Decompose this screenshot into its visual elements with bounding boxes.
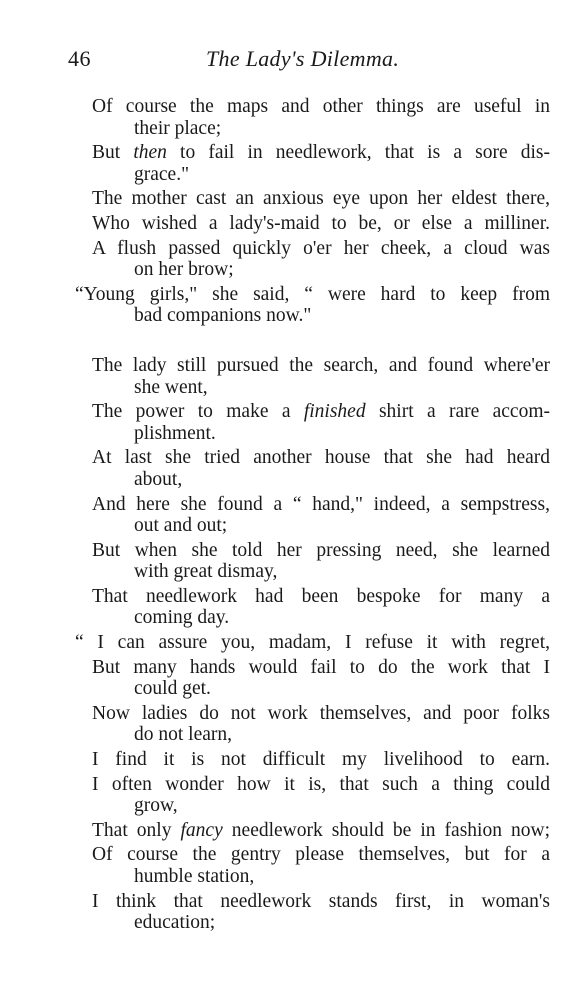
verse-line-continuation: education;: [134, 912, 216, 934]
verse-line: But many hands would fail to do the work that I: [92, 656, 550, 678]
verse-line-continuation: do not learn,: [134, 724, 233, 746]
verse-line: But when she told her pressing need, she learned: [92, 539, 550, 561]
verse-emphasis: finished: [303, 401, 366, 423]
verse-line: [92, 401, 550, 423]
stanza-2: [0, 355, 585, 934]
verse-emphasis: fancy: [180, 819, 223, 841]
verse-line-continuation: grace.": [134, 163, 190, 185]
verse-emphasis: then: [133, 142, 167, 164]
verse-line: Of course the maps and other things are useful in: [92, 96, 550, 117]
verse-text: But: [92, 142, 134, 164]
verse-line: I think that needlework stands first, in woman's: [92, 890, 550, 912]
verse-line-continuation: grow,: [134, 795, 178, 817]
verse-line: At last she tried another house that she had heard: [92, 447, 550, 469]
verse-line: That needlework had been bespoke for many a: [92, 585, 550, 607]
verse-line: Who wished a lady's-maid to be, or else a milliner.: [92, 212, 550, 234]
verse-text: The power to make a: [92, 401, 304, 423]
book-title: The Lady's Dilemma.: [206, 46, 400, 71]
verse-text: shirt a rare accom-: [365, 401, 550, 423]
verse-line-continuation: their place;: [134, 117, 222, 139]
verse-line-continuation: on her brow;: [134, 259, 234, 281]
verse-line-continuation: bad companions now.": [134, 305, 312, 327]
verse-line-continuation: she went,: [134, 376, 208, 398]
verse-line: The lady still pursued the search, and found where'er: [92, 354, 550, 376]
page-number: 46: [68, 46, 91, 71]
verse-line: I often wonder how it is, that such a thing could: [92, 773, 550, 795]
stanza-1: [0, 96, 585, 327]
verse-line: Of course the gentry please themselves, but for a: [92, 844, 550, 866]
verse-line: The mother cast an anxious eye upon her eldest there,: [92, 188, 550, 210]
verse-line-continuation: out and out;: [134, 515, 228, 537]
poem-body: [0, 96, 585, 937]
verse-text: That only: [92, 819, 181, 841]
verse-line: And here she found a “ hand," indeed, a sempstress,: [92, 493, 550, 515]
verse-line-continuation: with great dismay,: [134, 561, 278, 583]
verse-line: I find it is not difficult my livelihood to earn.: [92, 749, 550, 771]
verse-text: needlework should be in fashion now;: [222, 819, 550, 841]
verse-line: [92, 820, 550, 842]
verse-line: “ I can assure you, madam, I refuse it with regret,: [75, 632, 550, 654]
verse-line-continuation: plishment.: [134, 422, 216, 444]
verse-line-continuation: could get.: [134, 678, 211, 700]
verse-line: [92, 142, 550, 164]
verse-line: A flush passed quickly o'er her cheek, a cloud was: [92, 237, 550, 259]
verse-line-continuation: humble station,: [134, 866, 255, 887]
verse-line: “Young girls," she said, “ were hard to keep from: [75, 283, 550, 305]
verse-text: to fail in needlework, that is a sore dis-: [166, 142, 550, 164]
verse-line-continuation: about,: [134, 468, 183, 490]
verse-line: Now ladies do not work themselves, and poor folks: [92, 702, 550, 724]
running-head: [68, 46, 538, 76]
verse-line-continuation: coming day.: [134, 607, 230, 629]
